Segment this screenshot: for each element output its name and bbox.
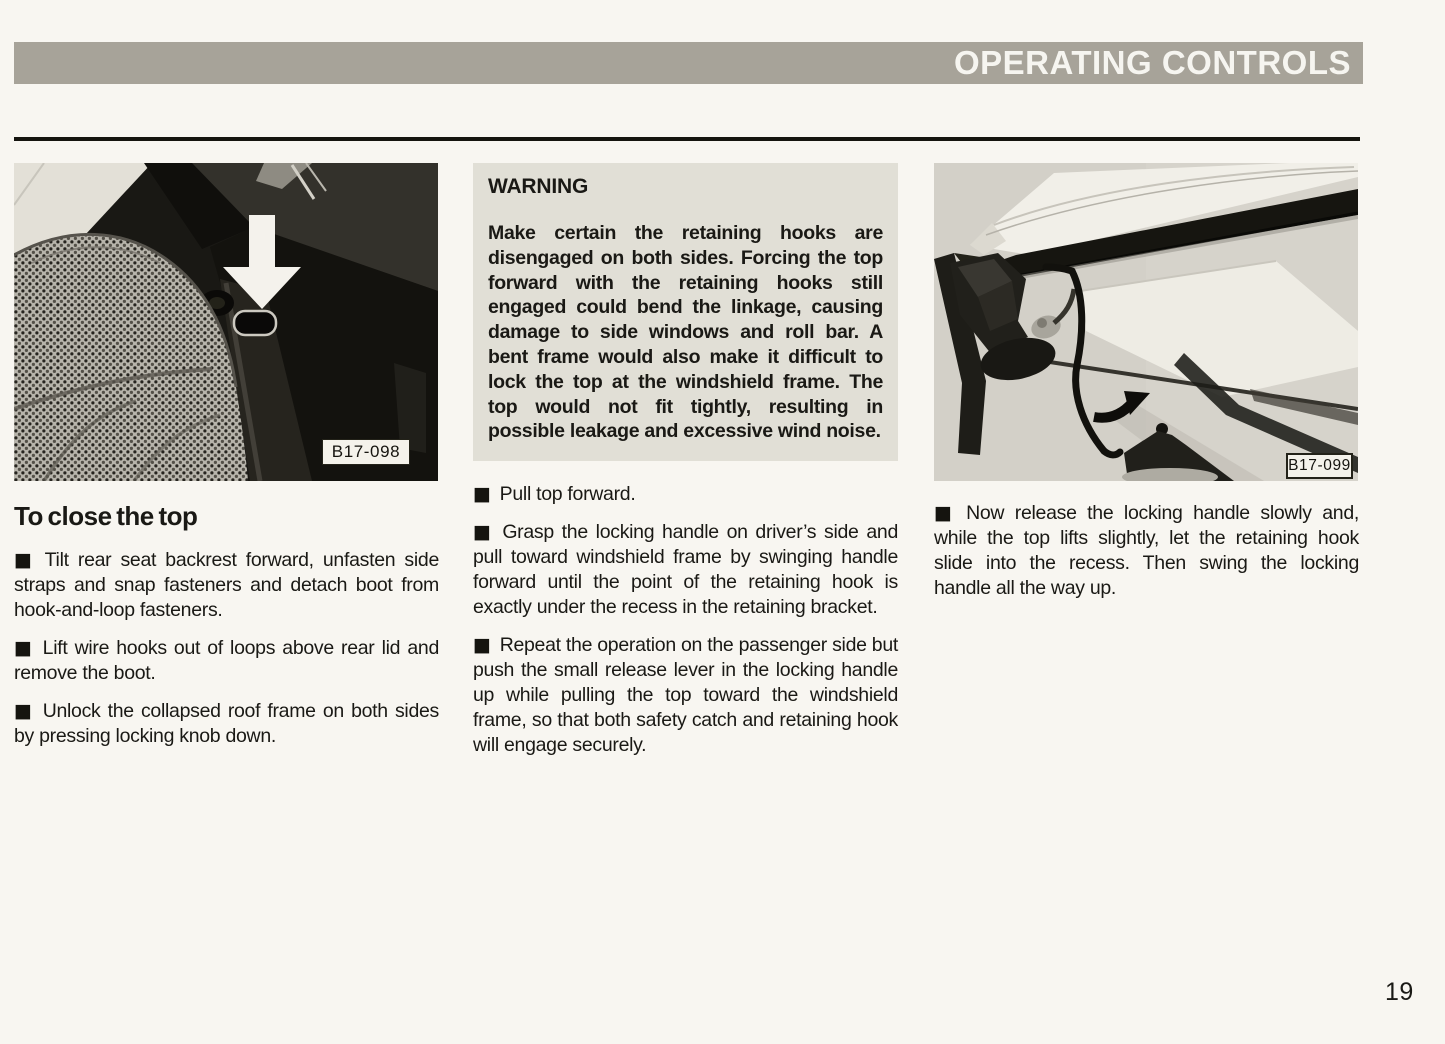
bullet-item [14,699,439,749]
bullet-square-icon: ■ [14,637,34,659]
bullet-square-icon: ■ [934,502,958,524]
bullet-item [934,501,1359,601]
bullet-item [14,636,439,686]
header-band [14,42,1363,84]
bullet-item [473,482,898,507]
bullet-square-icon: ■ [14,549,36,571]
warning-box [473,163,898,461]
bullet-text: Lift wire hooks out of loops above rear lid and remove the boot. [14,637,439,684]
bullet-item [473,520,898,620]
bullet-text: Tilt rear seat backrest forward, unfasten side straps and snap fasteners and detach boot from hook-and-loop fasteners. [14,549,439,621]
bullet-text: Pull top forward. [499,483,636,505]
page-title: OPERATING CONTROLS [953,44,1351,81]
warning-body: Make certain the retaining hooks are disengaged on both sides. Forcing the top forward with the retaining hooks still engaged could bend the linkage, causing damage to side windows and roll bar. A bent frame would also make it difficult to lock the top at the windshield frame. The top would not fit tightly, resulting in possible leakage and excessive wind noise. [488,222,883,443]
bullet-square-icon: ■ [473,634,491,656]
photo-roof-latch [934,163,1358,481]
bullet-text: Repeat the operation on the passenger side but push the small release lever in the locking handle up while pulling the top toward the windshield frame, so that both safety catch and retaining hook will engage securely. [473,634,899,756]
section-heading: To close the top [14,501,198,531]
bullet-square-icon: ■ [473,483,491,505]
bullet-item [14,548,439,623]
seat-photo-illustration [14,163,438,481]
locking-knob [234,311,276,335]
right-column [934,163,1359,614]
warning-title: WARNING [488,175,589,198]
bullet-square-icon: ■ [473,521,494,543]
photo-label-right: B17-099 [1286,453,1353,479]
bullet-text: Grasp the locking handle on driver’s side and pull toward windshield frame by swinging handle forward until the point of the retaining hook is exactly under the recess in the retaining bracket. [473,521,898,618]
page-number: 19 [1385,978,1414,1006]
bullet-text: Unlock the collapsed roof frame on both sides by pressing locking knob down. [14,700,440,747]
bullet-square-icon: ■ [14,700,34,722]
photo-label-left: B17-098 [322,439,410,465]
roof-latch-photo-illustration [934,163,1358,481]
middle-column [473,163,898,771]
photo-seat-locking-knob [14,163,438,481]
bullet-text: Now release the locking handle slowly and, while the top lifts slightly, let the retaining hook slide into the recess. Then swing the locking handle all the way up. [934,502,1359,599]
left-column [14,163,439,762]
bullet-item [473,633,898,758]
section-rule [14,137,1360,141]
